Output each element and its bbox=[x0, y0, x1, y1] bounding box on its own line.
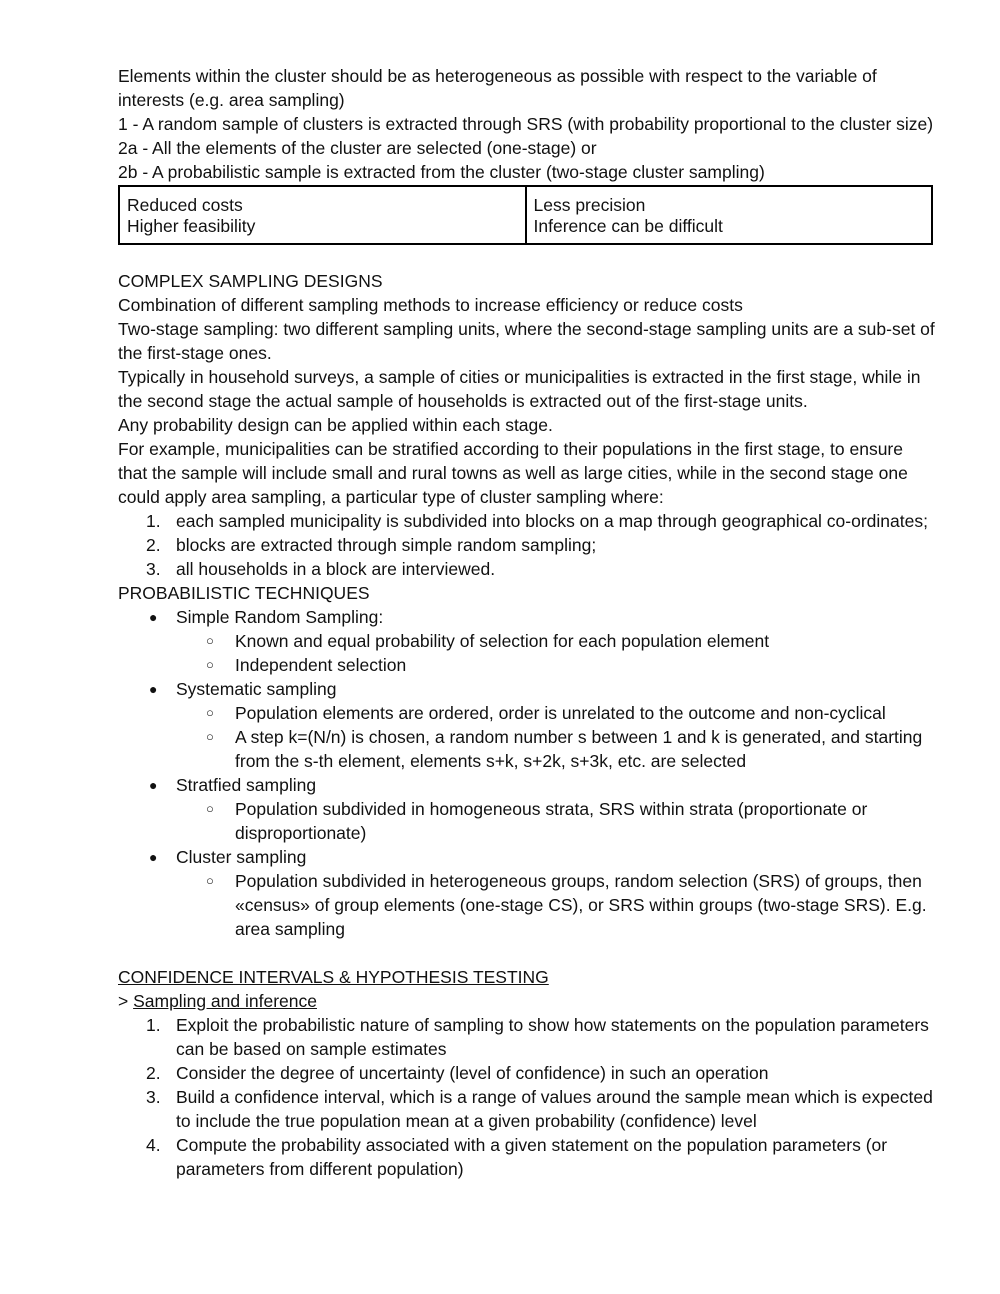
technique-sublist bbox=[176, 869, 936, 941]
paragraph: Combination of different sampling methods to increase efficiency or reduce costs bbox=[118, 295, 743, 315]
paragraph: Any probability design can be applied within each stage. bbox=[118, 415, 553, 435]
pro-item: Reduced costs bbox=[127, 195, 243, 215]
circle-bullet-icon: ○ bbox=[206, 705, 214, 720]
list-item bbox=[118, 509, 936, 533]
list-item-text: Exploit the probabilistic nature of sampling to show how statements on the population parameters can be based on sample estimates bbox=[176, 1015, 929, 1059]
document-page bbox=[118, 64, 936, 1181]
paragraph: Two-stage sampling: two different sampling units, where the second-stage sampling units are a sub-set of the first-stage ones. bbox=[118, 319, 935, 363]
list-item-text: all households in a block are interviewed. bbox=[176, 559, 496, 579]
technique-label: Simple Random Sampling: bbox=[176, 607, 384, 627]
list-number: 3. bbox=[146, 1087, 161, 1107]
technique-label: Stratfied sampling bbox=[176, 775, 317, 795]
technique-sublist bbox=[176, 797, 936, 845]
sub-item-text: Population subdivided in heterogeneous groups, random selection (SRS) of groups, then «census» of group elements (one-stage CS), or SRS within groups (two-stage SRS). E.g. area sampling bbox=[235, 871, 927, 939]
intro-line: Elements within the cluster should be as heterogeneous as possible with respect to the variable of interests (e.g. area sampling) bbox=[118, 66, 877, 110]
section-heading-techniques: PROBABILISTIC TECHNIQUES bbox=[118, 583, 370, 603]
spacer bbox=[118, 245, 936, 269]
sub-item bbox=[118, 653, 936, 677]
circle-bullet-icon: ○ bbox=[206, 657, 214, 672]
sub-item-text: Known and equal probability of selection for each population element bbox=[235, 631, 770, 651]
list-item bbox=[118, 1133, 936, 1181]
techniques-list bbox=[118, 605, 936, 941]
section-heading-confidence: CONFIDENCE INTERVALS & HYPOTHESIS TESTING bbox=[118, 967, 549, 987]
sub-item-text: Population elements are ordered, order is unrelated to the outcome and non-cyclical bbox=[235, 703, 886, 723]
list-item-text: each sampled municipality is subdivided into blocks on a map through geographical co-ordinates; bbox=[176, 511, 928, 531]
section-heading-complex: COMPLEX SAMPLING DESIGNS bbox=[118, 271, 383, 291]
technique-item bbox=[118, 845, 936, 941]
list-item bbox=[118, 1085, 936, 1133]
con-item: Less precision bbox=[533, 195, 646, 215]
subheading-line bbox=[118, 989, 936, 1013]
list-item bbox=[118, 1061, 936, 1085]
list-number: 1. bbox=[146, 1015, 161, 1035]
sub-item bbox=[118, 629, 936, 653]
pro-item: Higher feasibility bbox=[127, 216, 256, 236]
sub-item-text: Population subdivided in homogeneous strata, SRS within strata (proportionate or disproportionate) bbox=[235, 799, 868, 843]
technique-label: Cluster sampling bbox=[176, 847, 307, 867]
pros-cell bbox=[119, 186, 526, 244]
intro-line: 2b - A probabilistic sample is extracted from the cluster (two-stage cluster sampling) bbox=[118, 162, 765, 182]
list-number: 2. bbox=[146, 1063, 161, 1083]
list-number: 4. bbox=[146, 1135, 161, 1155]
list-item bbox=[118, 557, 936, 581]
technique-item bbox=[118, 605, 936, 677]
list-item bbox=[118, 533, 936, 557]
list-item bbox=[118, 1013, 936, 1061]
technique-sublist bbox=[176, 701, 936, 773]
bullet-icon: ● bbox=[149, 777, 158, 793]
sub-item bbox=[118, 869, 936, 941]
list-item-text: blocks are extracted through simple random sampling; bbox=[176, 535, 597, 555]
sub-item bbox=[118, 797, 936, 845]
spacer bbox=[118, 941, 936, 965]
circle-bullet-icon: ○ bbox=[206, 801, 214, 816]
circle-bullet-icon: ○ bbox=[206, 873, 214, 888]
circle-bullet-icon: ○ bbox=[206, 633, 214, 648]
technique-label: Systematic sampling bbox=[176, 679, 337, 699]
intro-line: 2a - All the elements of the cluster are selected (one-stage) or bbox=[118, 138, 597, 158]
list-item-text: Consider the degree of uncertainty (level of confidence) in such an operation bbox=[176, 1063, 769, 1083]
list-item-text: Build a confidence interval, which is a range of values around the sample mean which is expected to include the true population mean at a given probability (confidence) level bbox=[176, 1087, 933, 1131]
sub-item bbox=[118, 701, 936, 725]
circle-bullet-icon: ○ bbox=[206, 729, 214, 744]
technique-sublist bbox=[176, 629, 936, 677]
paragraph: For example, municipalities can be stratified according to their populations in the first stage, to ensure that the sample will include small and rural towns as well as large cities, while in the second stage one could apply area sampling, a particular type of cluster sampling where: bbox=[118, 439, 908, 507]
list-number: 2. bbox=[146, 535, 161, 555]
con-item: Inference can be difficult bbox=[533, 216, 723, 236]
bullet-icon: ● bbox=[149, 849, 158, 865]
subheading-prefix: > bbox=[118, 991, 134, 1011]
list-number: 3. bbox=[146, 559, 161, 579]
sub-item-text: Independent selection bbox=[235, 655, 407, 675]
sub-item-text: A step k=(N/n) is chosen, a random number s between 1 and k is generated, and starting from the s-th element, elements s+k, s+2k, s+3k, etc. are selected bbox=[235, 727, 923, 771]
cons-cell bbox=[526, 186, 933, 244]
technique-item bbox=[118, 773, 936, 845]
list-item-text: Compute the probability associated with a given statement on the population parameters (or parameters from different population) bbox=[176, 1135, 888, 1179]
technique-item bbox=[118, 677, 936, 773]
list-number: 1. bbox=[146, 511, 161, 531]
bullet-icon: ● bbox=[149, 609, 158, 625]
subheading-sampling-inference: Sampling and inference bbox=[133, 991, 317, 1011]
bullet-icon: ● bbox=[149, 681, 158, 697]
pros-cons-table bbox=[118, 185, 933, 245]
intro-line: 1 - A random sample of clusters is extracted through SRS (with probability proportional to the cluster size) bbox=[118, 114, 934, 134]
paragraph: Typically in household surveys, a sample of cities or municipalities is extracted in the first stage, while in the second stage the actual sample of households is extracted out of the first-stage units. bbox=[118, 367, 921, 411]
sub-item bbox=[118, 725, 936, 773]
inference-steps bbox=[118, 1013, 936, 1181]
area-sampling-steps bbox=[118, 509, 936, 581]
